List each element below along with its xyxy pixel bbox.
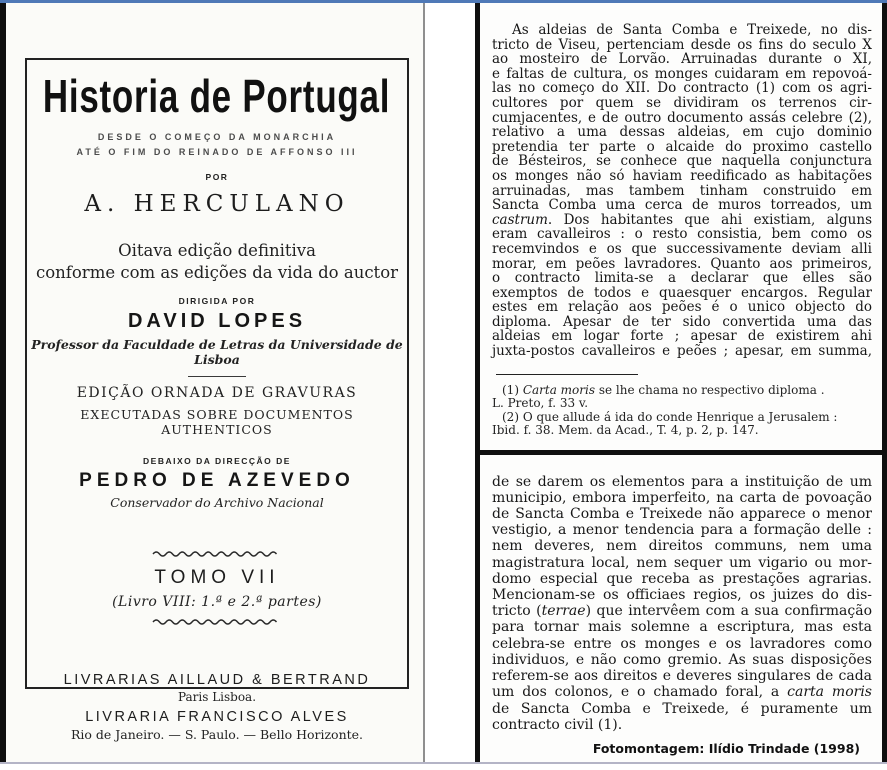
text-line: e faltas de cultura, os monges cuidaram em repovoá- (492, 65, 872, 82)
publisher2-name: LIVRARIA FRANCISCO ALVES (85, 709, 349, 726)
text-line: As aldeias de Santa Comba e Treixede, no dis- (512, 22, 872, 38)
bottom-paragraph (492, 474, 872, 733)
text-line: cultores por quem se dividiram os terrenos cir- (492, 94, 872, 111)
gravuras-line1: EDIÇÃO ORNADA DE GRAVURAS (76, 385, 358, 402)
text-line: exemptos de todos e quaesquer encargos. Regular (492, 284, 872, 301)
text-line: tricto de Viseu, pertenciam desde os fins do seculo X (492, 36, 872, 53)
text-line: o contracto limita-se a declarar que elles são (492, 270, 872, 287)
text-line: municipio, embora imperfeito, na carta de povoação (492, 489, 872, 506)
top-paragraph (492, 23, 872, 359)
director-title: Professor da Faculdade de Letras da Universidade de Lisboa (31, 337, 403, 368)
wavy-line-icon (151, 618, 283, 626)
text-line: um dos colonos, e o chamado foral, a carta moris (492, 684, 872, 701)
publisher1-location: Paris Lisboa. (177, 690, 257, 705)
director-name: DAVID LOPES (127, 310, 307, 333)
footnotes (492, 384, 872, 438)
text-line: magistratura local, nem sequer um vigario ou mor- (492, 554, 872, 571)
supervisor-title: Conservador do Archivo Nacional (110, 495, 324, 511)
wavy-line-icon (151, 550, 283, 558)
author-name: A. HERCULANO (84, 191, 350, 218)
text-line: individuos, e não como gremio. As suas disposições (492, 651, 872, 668)
text-line: castrum. Dos habitantes que ahi existiam, alguns (492, 211, 872, 228)
text-line: cumjacentes, e de outro documento assás celebre (2), (492, 109, 872, 126)
tomo-label: TOMO VII (154, 567, 280, 589)
text-line: contracto civil (1). (492, 716, 623, 733)
book-subtitle-line2: ATÉ O FIM DO REINADO DE AFFONSO III (76, 147, 358, 158)
text-line: relativo a uma dessas aldeias, em cujo dominio (492, 124, 872, 141)
text-line: juxta-postos cavalleiros e peões ; apesar, em summa, (492, 343, 872, 360)
footnote-separator-rule (496, 374, 638, 375)
gravuras-line2: EXECUTADAS SOBRE DOCUMENTOS AUTHENTICOS (80, 407, 354, 438)
text-line: morar, em peões lavradores. Quanto aos primeiros, (492, 255, 872, 272)
edition-line2: conforme com as edições da vida do auctor (35, 263, 399, 283)
short-rule-divider (188, 376, 246, 377)
text-line: arruinadas, mas tambem tinham construido em (492, 182, 872, 199)
text-line: tricto (terrae) que intervêem com a sua confirmação (492, 603, 872, 620)
title-page-frame (25, 58, 409, 743)
dirigida-label: DIRIGIDA POR (178, 296, 256, 307)
wavy-divider-ornament (151, 618, 283, 626)
text-line: estes em relação aos peões é o unico objecto do (492, 299, 872, 316)
text-line: (1) Carta moris se lhe chama no respectivo diploma . (502, 382, 825, 397)
book-subtitle-line1: DESDE O COMEÇO DA MONARCHIA (97, 132, 337, 143)
edition-line1: Oitava edição definitiva (118, 241, 316, 261)
text-line: vestigio, a menor tendencia para a formação delle : (492, 522, 872, 539)
wavy-divider-ornament (151, 550, 283, 558)
text-line: Mencionam-se os officiaes regios, os juizes do dis- (492, 587, 872, 604)
publisher2-location: Rio de Janeiro. — S. Paulo. — Bello Horizonte. (70, 727, 364, 743)
text-line: celebra-se entre os monges e os lavradores como (492, 635, 872, 652)
book-title: Historia de Portugal (43, 70, 391, 122)
text-line: Sancta Comba uma cerca de muros torreados, um (492, 197, 872, 214)
bottom-border-line (0, 762, 887, 764)
text-line: las no começo do XII. Do contracto (1) com os agri- (492, 80, 872, 97)
text-page-scan (475, 3, 887, 762)
text-line: pretendia ter parte o alcaide do proximo castello (492, 138, 872, 155)
text-line: os monges não só haviam reedificado as habitações (492, 167, 872, 184)
tomo-subtitle: (Livro VIII: 1.ª e 2.ª partes) (112, 594, 322, 611)
text-line: de Bésteiros, se conhece que naquella conjunctura (492, 153, 872, 170)
text-line: diploma. Apesar de ter sido convertida uma das (492, 313, 872, 330)
text-page-content (480, 3, 882, 733)
text-line: eram cavalleiros : o resto consistia, bem como os (492, 226, 872, 243)
text-line: de se darem os elementos para a instituição de um (492, 473, 872, 490)
por-label: POR (205, 172, 229, 183)
text-line: referem-se aos direitos e deveres singulares de cada (492, 668, 872, 685)
supervisor-name: PEDRO DE AZEVEDO (79, 470, 355, 492)
text-line: recemvindos e os que successivamente deviam alli (492, 240, 872, 257)
publisher1-name: LIVRARIAS AILLAUD & BERTRAND (63, 672, 371, 689)
text-line: nem deveres, nem direitos communs, nem uma (492, 538, 872, 555)
text-line: (2) O que allude á ida do conde Henrique a Jerusalem : (502, 409, 838, 424)
page-break-divider (480, 450, 882, 455)
text-line: para tornar mais solemne a escriptura, mas esta (492, 619, 872, 636)
text-line: domo especial que receba as prestações agrarias. (492, 570, 872, 587)
text-line: de Sancta Comba e Treixede não apparece o menor (492, 506, 872, 523)
debaixo-label: DEBAIXO DA DIRECÇÃO DE (143, 456, 291, 467)
photomontage-credit: Fotomontagem: Ilídio Trindade (1998) (592, 741, 860, 756)
text-line: de Sancta Comba e Treixede, é puramente um (492, 700, 872, 717)
title-page-scan (6, 3, 425, 762)
text-line: Ibid. f. 38. Mem. da Acad., T. 4, p. 2, p. 147. (492, 423, 759, 438)
text-line: L. Preto, f. 33 v. (492, 396, 589, 411)
text-line: aldeias em logar forte ; apesar de existirem ahi (492, 328, 872, 345)
text-line: ao mosteiro de Lorvão. Arruinadas durante o XI, (492, 51, 872, 68)
